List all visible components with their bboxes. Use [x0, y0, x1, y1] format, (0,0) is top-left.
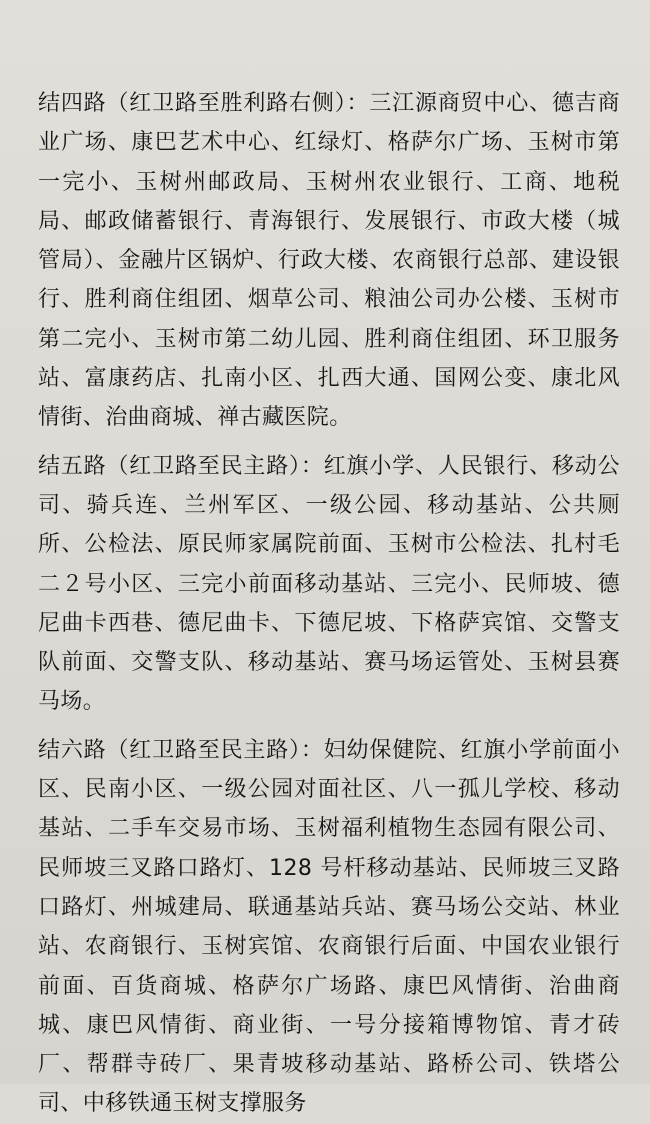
section-title: 结六路（红卫路至民主路）： — [38, 737, 324, 763]
section-title: 结四路（红卫路至胜利路右侧）： — [38, 91, 370, 116]
section-paragraph — [38, 447, 620, 722]
section-jie-wu-lu — [38, 447, 620, 722]
section-paragraph — [38, 731, 620, 1124]
section-jie-si-lu — [38, 84, 620, 438]
section-body: 妇幼保健院、红旗小学前面小区、民南小区、一级公园对面社区、八一孤儿学校、移动基站、二手车交易市场、玉树福利植物生态园有限公司、民师坡三叉路口路灯、128 号杆移动基站、民师坡三叉路口路灯、州城建局、联通基站兵站、赛马场公交站、林业站、农商银行、玉树宾馆、农商银行后面、中国农业银行前面、百货商城、格萨尔广场路、康巴风情街、治曲商城、康巴风情街、商业街、一号分接箱博物馆、青才砖厂、帮群寺砖厂、果青坡移动基站、路桥公司、铁塔公司、中移铁通玉树支撑服务 — [38, 737, 621, 1117]
section-jie-liu-lu — [38, 731, 620, 1124]
section-paragraph — [38, 84, 620, 438]
section-title: 结五路（红卫路至民主路）： — [38, 453, 324, 479]
section-body: 三江源商贸中心、德吉商业广场、康巴艺术中心、红绿灯、格萨尔广场、玉树市第一完小、玉树州邮政局、玉树州农业银行、工商、地税局、邮政储蓄银行、青海银行、发展银行、市政大楼（城管局）、金融片区锅炉、行政大楼、农商银行总部、建设银行、胜利商住组团、烟草公司、粮油公司办公楼、玉树市第二完小、玉树市第二幼儿园、胜利商住组团、环卫服务站、富康药店、扎南小区、扎西大通、国网公变、康北风情街、治曲商城、禅古藏医院。 — [38, 91, 620, 431]
section-body: 红旗小学、人民银行、移动公司、骑兵连、兰州军区、一级公园、移动基站、公共厕所、公检法、原民师家属院前面、玉树市公检法、扎村毛二２号小区、三完小前面移动基站、三完小、民师坡、德尼曲卡西巷、德尼曲卡、下德尼坡、下格萨宾馆、交警支队前面、交警支队、移动基站、赛马场运管处、玉树县赛马场。 — [38, 453, 621, 715]
